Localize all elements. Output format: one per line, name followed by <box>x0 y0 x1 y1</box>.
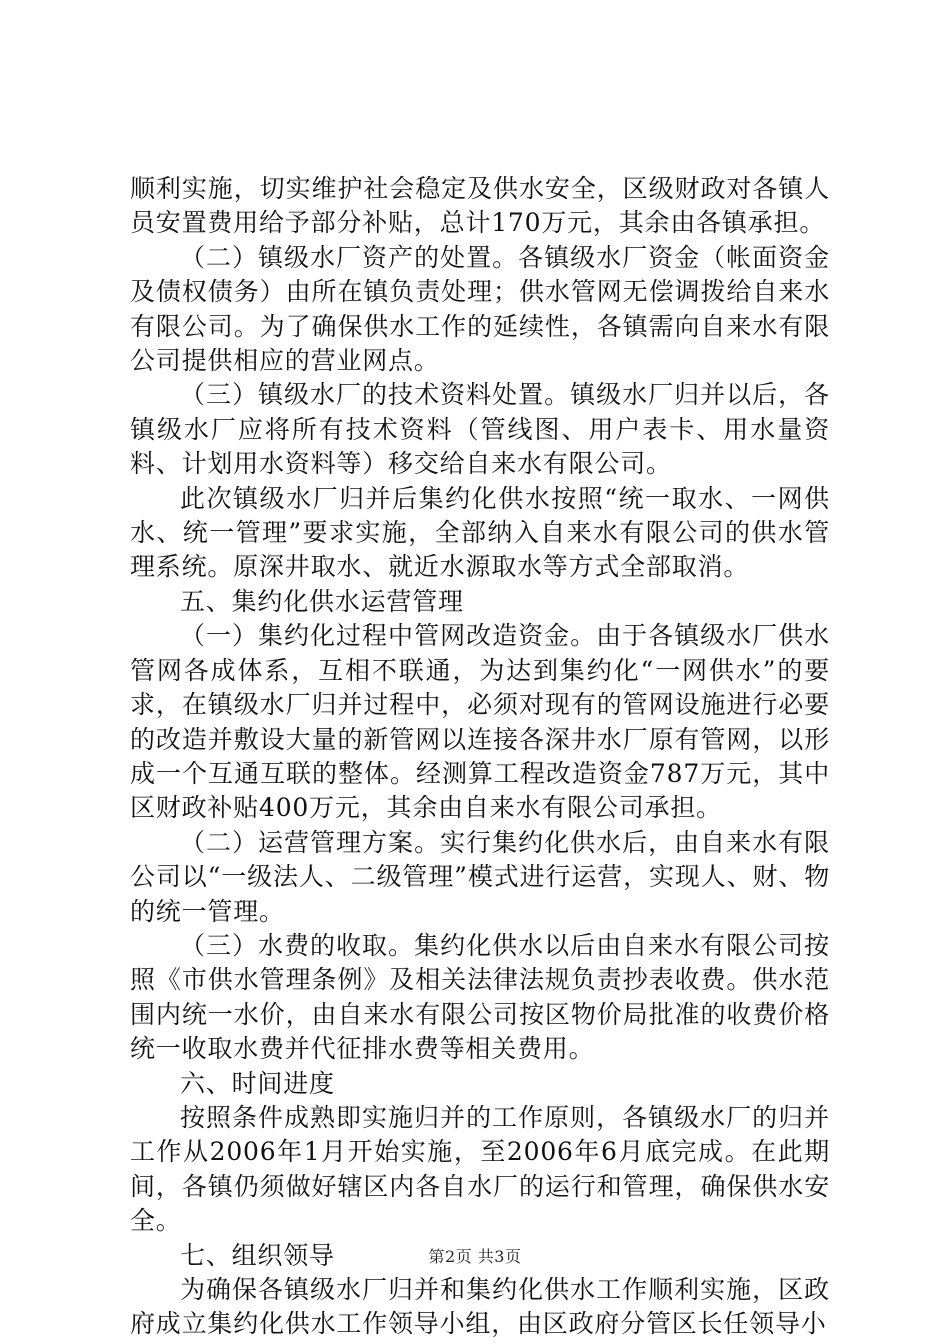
paragraph-network-funding: （一）集约化过程中管网改造资金。由于各镇级水厂供水管网各成体系，互相不联通，为达到集约化“一网供水”的要求，在镇级水厂归并过程中，必须对现有的管网设施进行必要的改造并敷设大量的新管网以连接各深井水厂原有管网，以形成一个互通互联的整体。经测算工程改造资金787万元，其中区财政补贴400万元，其余由自来水有限公司承担。 <box>130 621 830 823</box>
paragraph-unified-supply: 此次镇级水厂归并后集约化供水按照“统一取水、一网供水、统一管理”要求实施，全部纳入自来水有限公司的供水管理系统。原深井取水、就近水源取水等方式全部取消。 <box>130 483 830 582</box>
paragraph-leadership: 为确保各镇级水厂归并和集约化供水工作顺利实施，区政府成立集约化供水工作领导小组，由区政府分管区长任领导小 <box>130 1275 830 1339</box>
paragraph-technical-data: （三）镇级水厂的技术资料处置。镇级水厂归并以后，各镇级水厂应将所有技术资料（管线图、用户表卡、用水量资料、计划用水资料等）移交给自来水有限公司。 <box>130 380 830 479</box>
section-heading-seven: 七、组织领导 <box>180 1240 335 1270</box>
section-heading-five: 五、集约化供水运营管理 <box>180 586 464 616</box>
paragraph-water-fees: （三）水费的收取。集约化供水以后由自来水有限公司按照《市供水管理条例》及相关法律法规负责抄表收费。供水范围内统一水价，由自来水有限公司按区物价局批准的收费价格统一收取水费并代征排水费等相关费用。 <box>130 930 830 1064</box>
paragraph-operation-plan: （二）运营管理方案。实行集约化供水后，由自来水有限公司以“一级法人、二级管理”模式进行运营，实现人、财、物的统一管理。 <box>130 827 830 926</box>
paragraph-asset-disposal: （二）镇级水厂资产的处置。各镇级水厂资金（帐面资金及债权债务）由所在镇负责处理；供水管网无偿调拨给自来水有限公司。为了确保供水工作的延续性，各镇需向自来水有限公司提供相应的营业网点。 <box>130 242 830 376</box>
page-number-footer: 第2页 共3页 <box>428 1247 522 1266</box>
paragraph-continuation: 顺利实施，切实维护社会稳定及供水安全，区级财政对各镇人员安置费用给予部分补贴，总计170万元，其余由各镇承担。 <box>130 174 830 238</box>
paragraph-schedule: 按照条件成熟即实施归并的工作原则，各镇级水厂的归并工作从2006年1月开始实施，至2006年6月底完成。在此期间，各镇仍须做好辖区内各自水厂的运行和管理，确保供水安全。 <box>130 1102 830 1236</box>
section-heading-six: 六、时间进度 <box>180 1068 335 1098</box>
document-body <box>130 172 830 1342</box>
